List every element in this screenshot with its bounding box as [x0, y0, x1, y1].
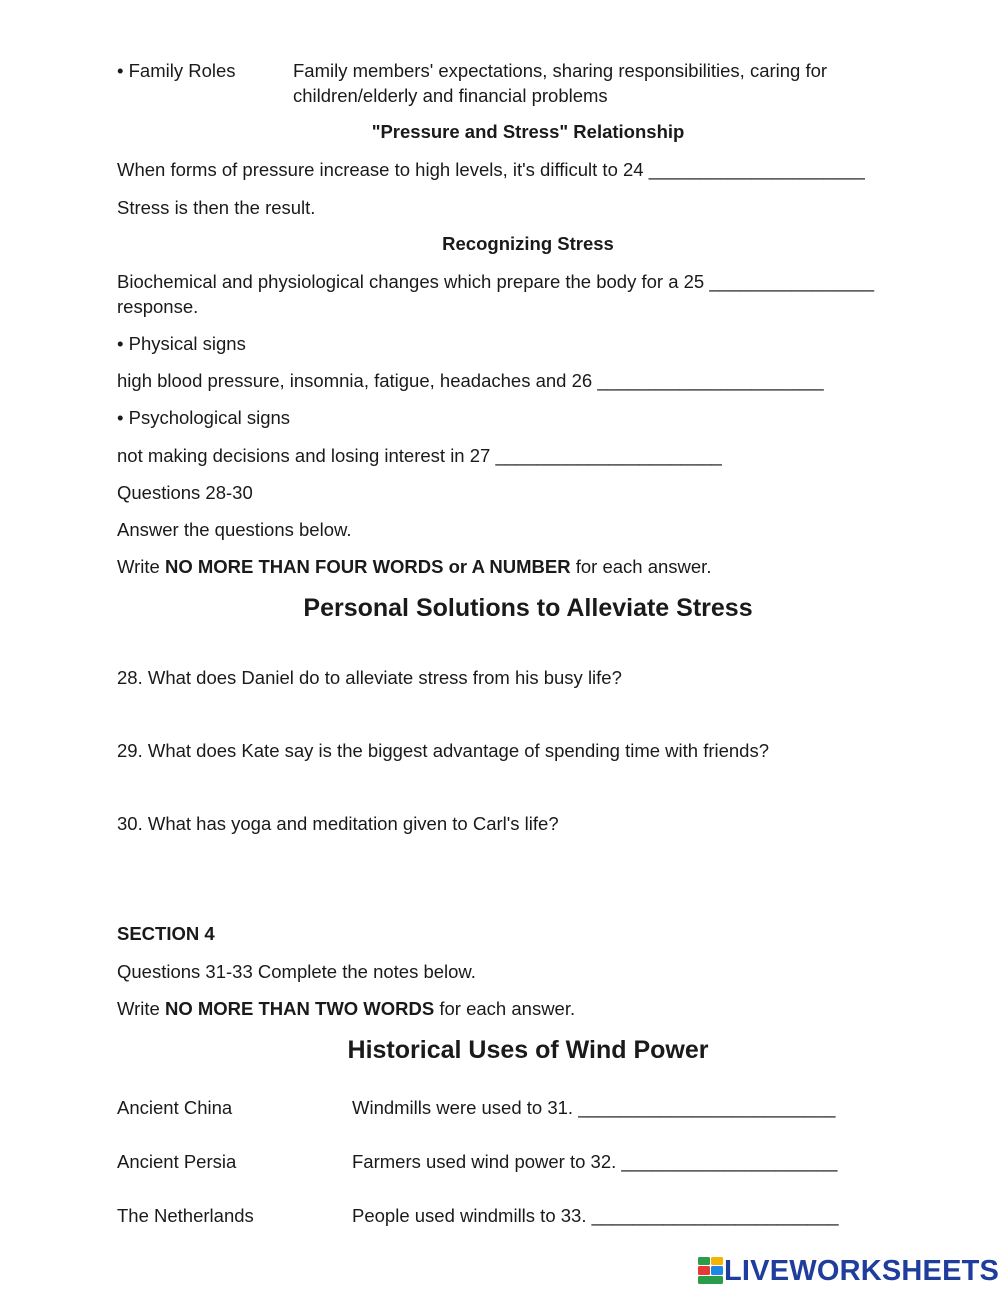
family-roles-text-line1: Family members' expectations, sharing responsibilities, caring for	[293, 60, 828, 81]
word-limit-suffix: for each answer.	[575, 556, 712, 577]
pressure-stress-line2: Stress is then the result.	[117, 197, 316, 218]
psychological-signs-line	[117, 444, 722, 468]
answer-blank-26[interactable]: ______________________	[597, 370, 824, 391]
pressure-stress-line1-text: When forms of pressure increase to high levels, it's difficult to 24	[117, 159, 644, 180]
s4-word-limit-prefix: Write	[117, 998, 160, 1019]
word-limit-bold: NO MORE THAN FOUR WORDS or A NUMBER	[164, 556, 571, 577]
table-row	[352, 1096, 835, 1120]
questions-28-30-title: Questions 28-30	[117, 482, 253, 503]
liveworksheets-logo	[698, 1256, 999, 1286]
questions-28-30-word-limit	[117, 555, 711, 579]
row-place: Ancient China	[117, 1097, 233, 1118]
row-text: Windmills were used to 31.	[352, 1097, 574, 1118]
s4-word-limit-suffix: for each answer.	[439, 998, 576, 1019]
section-4-word-limit	[117, 997, 575, 1021]
table-row	[352, 1150, 837, 1174]
liveworksheets-logo-icon	[698, 1257, 724, 1285]
row-text: Farmers used wind power to 32.	[352, 1151, 617, 1172]
section-4-title: SECTION 4	[117, 923, 215, 944]
answer-blank-32[interactable]: _____________________	[621, 1151, 838, 1172]
row-place: Ancient Persia	[117, 1151, 237, 1172]
psychological-signs-label: • Psychological signs	[117, 407, 291, 428]
recognizing-line1	[117, 270, 874, 294]
logo-text: LIVEWORKSHEETS	[724, 1255, 1000, 1287]
row-place: The Netherlands	[117, 1205, 254, 1226]
answer-blank-25[interactable]: ________________	[709, 271, 874, 292]
question-28: 28. What does Daniel do to alleviate stress from his busy life?	[117, 667, 622, 688]
row-text: People used windmills to 33.	[352, 1205, 587, 1226]
answer-blank-33[interactable]: ________________________	[591, 1205, 839, 1226]
family-roles-label: • Family Roles	[117, 60, 236, 81]
physical-signs-text: high blood pressure, insomnia, fatigue, headaches and 26	[117, 370, 593, 391]
answer-blank-27[interactable]: ______________________	[495, 445, 722, 466]
recognizing-line1-text: Biochemical and physiological changes which prepare the body for a 25	[117, 271, 705, 292]
answer-blank-24[interactable]: _____________________	[648, 159, 865, 180]
wind-power-heading: Historical Uses of Wind Power	[347, 1036, 709, 1064]
personal-solutions-heading: Personal Solutions to Alleviate Stress	[303, 594, 753, 622]
section-4-questions: Questions 31-33 Complete the notes below.	[117, 961, 476, 982]
table-row	[352, 1204, 839, 1228]
recognizing-stress-heading: Recognizing Stress	[442, 233, 614, 254]
question-29: 29. What does Kate say is the biggest advantage of spending time with friends?	[117, 740, 770, 761]
physical-signs-line	[117, 369, 824, 393]
word-limit-prefix: Write	[117, 556, 160, 577]
physical-signs-label: • Physical signs	[117, 333, 246, 354]
recognizing-line1b: response.	[117, 296, 199, 317]
question-30: 30. What has yoga and meditation given to Carl's life?	[117, 813, 559, 834]
s4-word-limit-bold: NO MORE THAN TWO WORDS	[164, 998, 435, 1019]
pressure-stress-line1	[117, 158, 865, 182]
answer-blank-31[interactable]: _________________________	[578, 1097, 836, 1118]
questions-28-30-instruction: Answer the questions below.	[117, 519, 352, 540]
family-roles-text-line2: children/elderly and financial problems	[293, 85, 608, 106]
pressure-stress-heading: "Pressure and Stress" Relationship	[371, 121, 685, 142]
psychological-signs-text: not making decisions and losing interest in 27	[117, 445, 491, 466]
